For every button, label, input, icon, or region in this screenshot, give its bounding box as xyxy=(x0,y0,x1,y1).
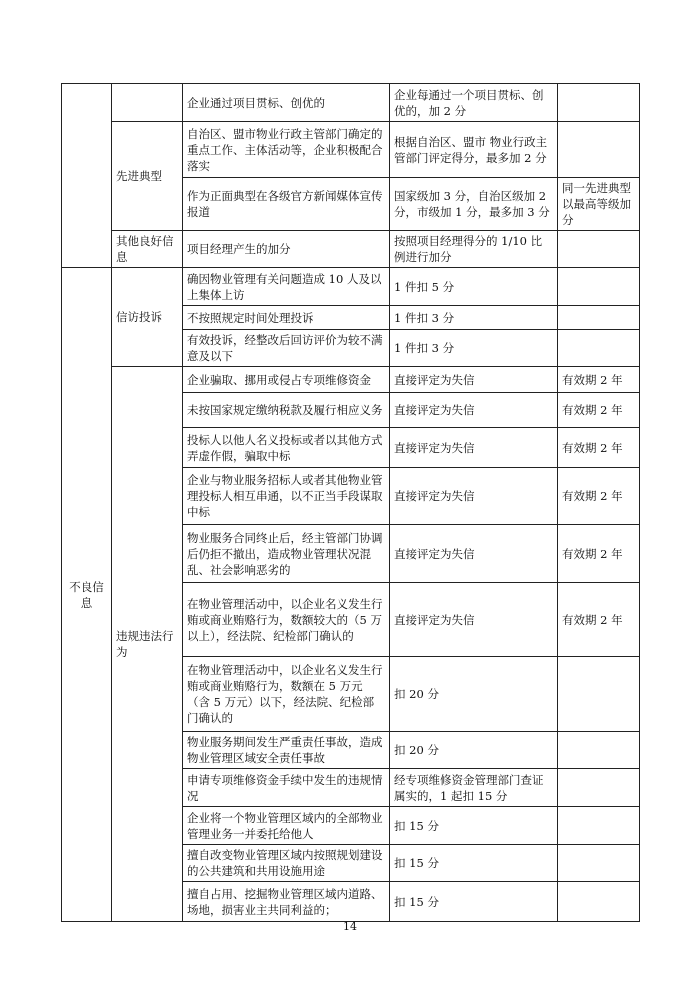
criterion-cell: 擅自改变物业管理区域内按照规划建设的公共建筑和共用设施用途 xyxy=(183,845,390,882)
remark-cell xyxy=(558,807,640,845)
criterion-cell: 投标人以他人名义投标或者以其他方式弄虚作假，骗取中标 xyxy=(183,428,390,468)
score-rule-cell: 直接评定为失信 xyxy=(390,393,558,428)
remark-cell xyxy=(558,657,640,732)
remark-cell: 有效期 2 年 xyxy=(558,583,640,657)
subcategory-cell: 先进典型 xyxy=(112,122,183,231)
subcategory-cell: 违规违法行为 xyxy=(112,367,183,922)
remark-cell: 有效期 2 年 xyxy=(558,468,640,525)
subcategory-cell xyxy=(112,84,183,122)
remark-cell xyxy=(558,845,640,882)
table-row xyxy=(62,122,640,178)
page-number: 14 xyxy=(343,920,357,933)
category-cell-positive xyxy=(62,84,112,268)
score-rule-cell: 扣 15 分 xyxy=(390,882,558,922)
score-rule-cell: 扣 15 分 xyxy=(390,807,558,845)
remark-cell xyxy=(558,330,640,367)
remark-cell xyxy=(558,268,640,306)
score-rule-cell: 根据自治区、盟市 物业行政主管部门评定得分，最多加 2 分 xyxy=(390,122,558,178)
criterion-cell: 物业服务合同终止后，经主管部门协调后仍拒不撤出，造成物业管理状况混乱、社会影响恶劣的 xyxy=(183,525,390,583)
score-rule-cell: 国家级加 3 分，自治区级加 2 分，市级加 1 分，最多加 3 分 xyxy=(390,178,558,231)
score-rule-cell: 直接评定为失信 xyxy=(390,525,558,583)
subcategory-cell: 其他良好信息 xyxy=(112,231,183,268)
remark-cell: 有效期 2 年 xyxy=(558,393,640,428)
score-rule-cell: 直接评定为失信 xyxy=(390,428,558,468)
criterion-cell: 未按国家规定缴纳税款及履行相应义务 xyxy=(183,393,390,428)
score-rule-cell: 按照项目经理得分的 1/10 比例进行加分 xyxy=(390,231,558,268)
criterion-cell: 自治区、盟市物业行政主管部门确定的重点工作、主体活动等，企业积极配合落实 xyxy=(183,122,390,178)
remark-cell xyxy=(558,882,640,922)
criterion-cell: 在物业管理活动中，以企业名义发生行贿或商业贿赂行为，数额在 5 万元（含 5 万元）以下，经法院、纪检部门确认的 xyxy=(183,657,390,732)
table-row xyxy=(62,84,640,122)
remark-cell xyxy=(558,306,640,330)
subcategory-cell: 信访投诉 xyxy=(112,268,183,367)
score-rule-cell: 直接评定为失信 xyxy=(390,583,558,657)
criterion-cell: 擅自占用、挖掘物业管理区域内道路、场地，损害业主共同利益的； xyxy=(183,882,390,922)
remark-cell xyxy=(558,231,640,268)
credit-scoring-table xyxy=(61,83,640,922)
table-row xyxy=(62,268,640,306)
criterion-cell: 项目经理产生的加分 xyxy=(183,231,390,268)
criterion-cell: 不按照规定时间处理投诉 xyxy=(183,306,390,330)
criterion-cell: 作为正面典型在各级官方新闻媒体宣传报道 xyxy=(183,178,390,231)
criterion-cell: 有效投诉，经整改后回访评价为较不满意及以下 xyxy=(183,330,390,367)
remark-cell: 有效期 2 年 xyxy=(558,428,640,468)
remark-cell xyxy=(558,84,640,122)
score-rule-cell: 扣 15 分 xyxy=(390,845,558,882)
remark-cell xyxy=(558,769,640,807)
remark-cell: 有效期 2 年 xyxy=(558,367,640,393)
remark-cell: 有效期 2 年 xyxy=(558,525,640,583)
score-rule-cell: 扣 20 分 xyxy=(390,732,558,769)
table-row xyxy=(62,231,640,268)
criterion-cell: 企业通过项目贯标、创优的 xyxy=(183,84,390,122)
criterion-cell: 企业将一个物业管理区域内的全部物业管理业务一并委托给他人 xyxy=(183,807,390,845)
criterion-cell: 企业骗取、挪用或侵占专项维修资金 xyxy=(183,367,390,393)
score-rule-cell: 经专项维修资金管理部门查证属实的，1 起扣 15 分 xyxy=(390,769,558,807)
score-rule-cell: 企业每通过一个项目贯标、创优的，加 2 分 xyxy=(390,84,558,122)
criterion-cell: 在物业管理活动中，以企业名义发生行贿或商业贿赂行为，数额较大的（5 万以上），经法院、纪检部门确认的 xyxy=(183,583,390,657)
score-rule-cell: 直接评定为失信 xyxy=(390,468,558,525)
score-rule-cell: 扣 20 分 xyxy=(390,657,558,732)
remark-cell xyxy=(558,122,640,178)
remark-cell: 同一先进典型以最高等级加分 xyxy=(558,178,640,231)
score-rule-cell: 1 件扣 3 分 xyxy=(390,330,558,367)
score-rule-cell: 直接评定为失信 xyxy=(390,367,558,393)
criterion-cell: 企业与物业服务招标人或者其他物业管理投标人相互串通，以不正当手段谋取中标 xyxy=(183,468,390,525)
category-cell-negative: 不良信息 xyxy=(62,268,112,922)
criterion-cell: 物业服务期间发生严重责任事故，造成物业管理区域安全责任事故 xyxy=(183,732,390,769)
table-row xyxy=(62,367,640,393)
remark-cell xyxy=(558,732,640,769)
criterion-cell: 申请专项维修资金手续中发生的违规情况 xyxy=(183,769,390,807)
score-rule-cell: 1 件扣 3 分 xyxy=(390,306,558,330)
criterion-cell: 确因物业管理有关问题造成 10 人及以上集体上访 xyxy=(183,268,390,306)
score-rule-cell: 1 件扣 5 分 xyxy=(390,268,558,306)
